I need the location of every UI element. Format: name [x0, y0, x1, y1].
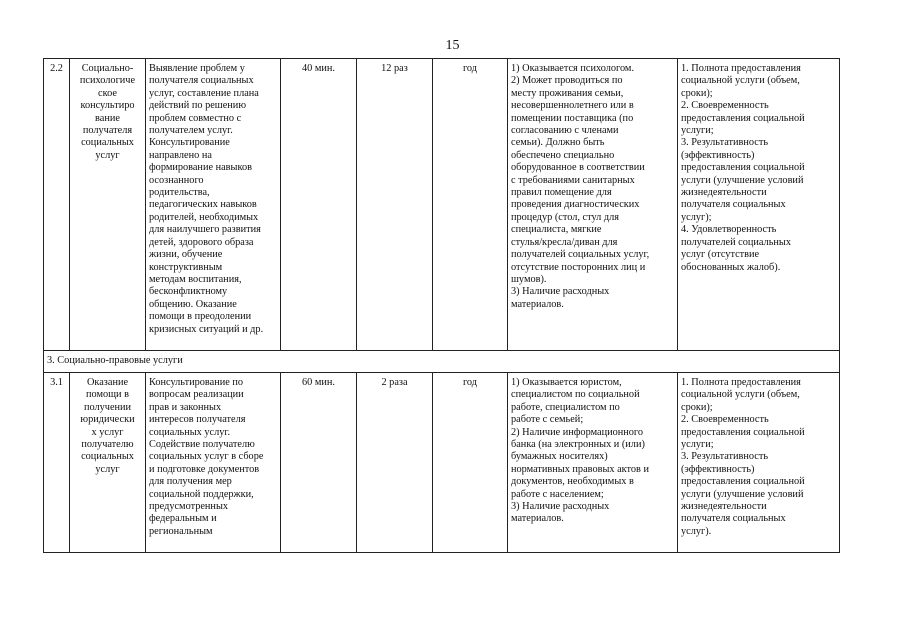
service-quality-indicators: 1. Полнота предоставления социальной услуги (объем, сроки); 2. Своевременность предоставления социальной услуги; 3. Результативность (эффективность) предоставления социальной услуги (улучшение условий жизнедеятельности получателя социальных услуг).	[678, 373, 840, 553]
service-conditions: 1) Оказывается психологом. 2) Может проводиться по месту проживания семьи, несовершеннолетнего или в помещении поставщика (по согласованию с членами семьи). Должно быть обеспечено специально оборудованное в соответствии с требованиями санитарных правил помещение для проведения диагностических процедур (стол, стул для специалиста, мягкие стулья/кресла/диван для получателей социальных услуг, отсутствие посторонних лиц и шумов). 3) Наличие расходных материалов.	[508, 59, 678, 351]
service-duration: 40 мин.	[281, 59, 357, 351]
service-frequency: 12 раз	[357, 59, 433, 351]
service-period: год	[433, 373, 508, 553]
service-description: Консультирование по вопросам реализации прав и законных интересов получателя социальных услуг. Содействие получателю социальных услуг в сборе и подготовке документов для получения мер социальной поддержки, предусмотренных федеральным и региональным	[146, 373, 281, 553]
service-period: год	[433, 59, 508, 351]
table-row	[44, 373, 840, 553]
service-conditions: 1) Оказывается юристом, специалистом по социальной работе, специалистом по работе с семьей; 2) Наличие информационного банка (на электронных и (или) бумажных носителях) нормативных правовых актов и документов, необходимых в работе с населением; 3) Наличие расходных материалов.	[508, 373, 678, 553]
services-table	[43, 58, 840, 553]
row-number: 2.2	[44, 59, 70, 351]
service-description: Выявление проблем у получателя социальных услуг, составление плана действий по решению проблем совместно с получателем услуг. Консультирование направлено на формирование навыков осознанного родительства, педагогических навыков родителей, необходимых для наилучшего развития детей, здорового образа жизни, обучение конструктивным методам воспитания, бесконфликтному общению. Оказание помощи в преодолении кризисных ситуаций и др.	[146, 59, 281, 351]
section-heading: 3. Социально-правовые услуги	[44, 351, 840, 373]
service-duration: 60 мин.	[281, 373, 357, 553]
table-row	[44, 59, 840, 351]
page-number: 15	[445, 38, 460, 53]
service-frequency: 2 раза	[357, 373, 433, 553]
service-quality-indicators: 1. Полнота предоставления социальной услуги (объем, сроки); 2. Своевременность предоставления социальной услуги; 3. Результативность (эффективность) предоставления социальной услуги (улучшение условий жизнедеятельности получателя социальных услуг); 4. Удовлетворенность получателей социальных услуг (отсутствие обоснованных жалоб).	[678, 59, 840, 351]
service-name: Оказание помощи в получении юридически х услуг получателю социальных услуг	[70, 373, 146, 553]
row-number: 3.1	[44, 373, 70, 553]
section-row	[44, 351, 840, 373]
service-name: Социально- психологиче ское консультиро вание получателя социальных услуг	[70, 59, 146, 351]
